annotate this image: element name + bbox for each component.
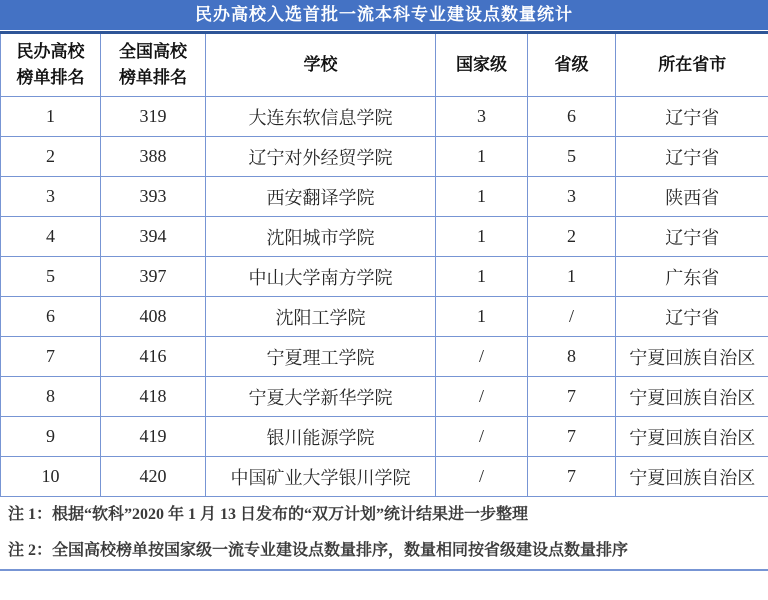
cell-national-level: / xyxy=(436,457,528,497)
table-row xyxy=(1,217,768,257)
table-row xyxy=(1,97,768,137)
col-header-private-rank-line2: 榜单排名 xyxy=(16,68,85,87)
table-row xyxy=(1,177,768,217)
col-header-national-rank xyxy=(101,34,206,97)
cell-school: 银川能源学院 xyxy=(206,417,436,457)
cell-national-rank: 408 xyxy=(101,297,206,337)
table-row xyxy=(1,297,768,337)
cell-national-rank: 394 xyxy=(101,217,206,257)
cell-school: 宁夏大学新华学院 xyxy=(206,377,436,417)
cell-school: 中山大学南方学院 xyxy=(206,257,436,297)
cell-private-rank: 10 xyxy=(1,457,101,497)
cell-province: 辽宁省 xyxy=(616,137,768,177)
cell-provincial-level: 1 xyxy=(528,257,616,297)
cell-national-rank: 319 xyxy=(101,97,206,137)
cell-province: 辽宁省 xyxy=(616,297,768,337)
cell-school: 宁夏理工学院 xyxy=(206,337,436,377)
cell-provincial-level: 6 xyxy=(528,97,616,137)
cell-province: 陕西省 xyxy=(616,177,768,217)
page-title: 民办高校入选首批一流本科专业建设点数量统计 xyxy=(0,0,768,30)
col-header-national-rank-line1: 全国高校 xyxy=(119,41,187,61)
cell-provincial-level: 3 xyxy=(528,177,616,217)
cell-national-rank: 420 xyxy=(101,457,206,497)
cell-school: 沈阳工学院 xyxy=(206,297,436,337)
cell-provincial-level: 2 xyxy=(528,217,616,257)
cell-provincial-level: 5 xyxy=(528,137,616,177)
col-header-private-rank xyxy=(1,34,101,97)
cell-province: 宁夏回族自治区 xyxy=(616,417,768,457)
cell-national-level: 1 xyxy=(436,137,528,177)
cell-provincial-level: 7 xyxy=(528,417,616,457)
col-header-private-rank-line1: 民办高校 xyxy=(16,41,85,61)
table-row xyxy=(1,337,768,377)
cell-province: 辽宁省 xyxy=(616,97,768,137)
table-row xyxy=(1,257,768,297)
footnote-1: 注 1：根据“软科”2020 年 1 月 13 日发布的“双万计划”统计结果进一步整理 xyxy=(8,506,529,523)
cell-province: 辽宁省 xyxy=(616,217,768,257)
col-header-national-rank-line2: 榜单排名 xyxy=(119,68,187,87)
cell-national-level: 1 xyxy=(436,257,528,297)
table-row xyxy=(1,377,768,417)
cell-national-level: / xyxy=(436,337,528,377)
col-header-school: 学校 xyxy=(206,34,436,97)
cell-private-rank: 8 xyxy=(1,377,101,417)
cell-private-rank: 3 xyxy=(1,177,101,217)
cell-national-rank: 419 xyxy=(101,417,206,457)
stats-table xyxy=(0,34,768,497)
cell-national-level: 1 xyxy=(436,217,528,257)
cell-school: 沈阳城市学院 xyxy=(206,217,436,257)
cell-private-rank: 2 xyxy=(1,137,101,177)
cell-private-rank: 1 xyxy=(1,97,101,137)
table-row xyxy=(1,457,768,497)
cell-national-level: 3 xyxy=(436,97,528,137)
col-header-national-level: 国家级 xyxy=(436,34,528,97)
cell-province: 宁夏回族自治区 xyxy=(616,457,768,497)
table-row xyxy=(1,137,768,177)
cell-national-level: / xyxy=(436,377,528,417)
footnotes xyxy=(0,497,768,571)
cell-private-rank: 6 xyxy=(1,297,101,337)
cell-private-rank: 5 xyxy=(1,257,101,297)
cell-national-level: / xyxy=(436,417,528,457)
cell-province: 宁夏回族自治区 xyxy=(616,377,768,417)
cell-private-rank: 7 xyxy=(1,337,101,377)
cell-national-level: 1 xyxy=(436,297,528,337)
cell-private-rank: 9 xyxy=(1,417,101,457)
header-row xyxy=(1,34,768,97)
cell-national-rank: 416 xyxy=(101,337,206,377)
cell-national-level: 1 xyxy=(436,177,528,217)
cell-school: 西安翻译学院 xyxy=(206,177,436,217)
cell-provincial-level: / xyxy=(528,297,616,337)
footnote-2: 注 2：全国高校榜单按国家级一流专业建设点数量排序，数量相同按省级建设点数量排序 xyxy=(8,542,629,559)
col-header-provincial-level: 省级 xyxy=(528,34,616,97)
col-header-province: 所在省市 xyxy=(616,34,768,97)
cell-province: 宁夏回族自治区 xyxy=(616,337,768,377)
cell-private-rank: 4 xyxy=(1,217,101,257)
cell-provincial-level: 7 xyxy=(528,457,616,497)
cell-national-rank: 393 xyxy=(101,177,206,217)
cell-school: 大连东软信息学院 xyxy=(206,97,436,137)
cell-province: 广东省 xyxy=(616,257,768,297)
cell-school: 中国矿业大学银川学院 xyxy=(206,457,436,497)
cell-school: 辽宁对外经贸学院 xyxy=(206,137,436,177)
table-row xyxy=(1,417,768,457)
cell-provincial-level: 8 xyxy=(528,337,616,377)
cell-national-rank: 397 xyxy=(101,257,206,297)
cell-provincial-level: 7 xyxy=(528,377,616,417)
cell-national-rank: 418 xyxy=(101,377,206,417)
cell-national-rank: 388 xyxy=(101,137,206,177)
